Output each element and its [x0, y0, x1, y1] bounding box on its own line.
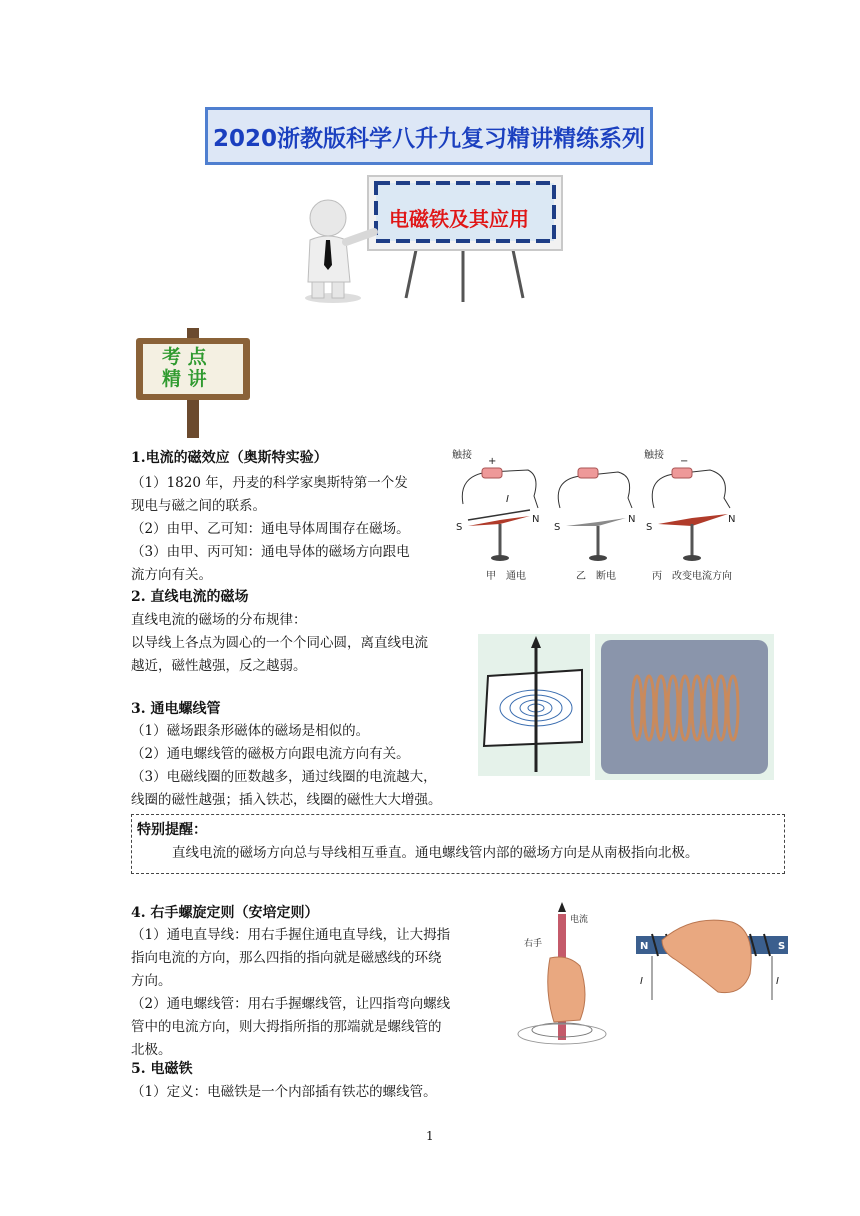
text-line: （2）通电螺线管：用右手握螺线管，让四指弯向螺线 — [131, 996, 451, 1012]
right-hand-solenoid-figure — [632, 900, 792, 1030]
right-hand-label: 右手 — [524, 939, 543, 949]
text-line: 方向。 — [131, 973, 172, 989]
section-4-heading: 4. 右手螺旋定则（安培定则） — [131, 905, 319, 921]
text-line: （1）1820 年，丹麦的科学家奥斯特第一个发 — [131, 475, 408, 491]
section-4-body — [131, 924, 450, 1062]
text-line: 越近，磁性越强，反之越弱。 — [131, 658, 307, 674]
section-3-body — [131, 720, 442, 812]
right-hand-icon — [662, 920, 751, 992]
person-leg — [312, 282, 324, 298]
series-title: 2020浙教版科学八升九复习精讲精练系列 — [212, 125, 645, 152]
s-label: S — [554, 522, 561, 533]
text-line: （1）定义：电磁铁是一个内部插有铁芯的螺线管。 — [131, 1084, 437, 1100]
section-5-heading: 5. 电磁铁 — [131, 1061, 193, 1077]
person-head — [310, 200, 346, 236]
sign-line: 考 点 — [162, 346, 207, 368]
tip-text: 直线电流的磁场方向总与导线相互垂直。通电螺线管内部的磁场方向是从南极指向北极。 — [172, 845, 699, 861]
oersted-experiment-figure — [448, 446, 740, 586]
section-2-heading: 2. 直线电流的磁场 — [131, 589, 249, 605]
caption: 丙 改变电流方向 — [652, 571, 732, 582]
tip-label: 特别提醒： — [137, 822, 207, 838]
text-line: 直线电流的磁场的分布规律： — [131, 612, 307, 628]
stand-base — [683, 555, 701, 561]
board-leg — [406, 250, 416, 298]
caption: 甲 通电 — [486, 571, 526, 582]
section-3-heading: 3. 通电螺线管 — [131, 701, 221, 717]
section-1-heading: 1.电流的磁效应（奥斯特实验） — [131, 450, 328, 466]
field-plane — [484, 670, 582, 746]
text-line: 管中的电流方向，则大拇指所指的那端就是螺线管的 — [131, 1019, 442, 1035]
n-pole-label: N — [640, 941, 649, 952]
section-1-body — [131, 472, 410, 587]
iron-filings-field — [601, 640, 768, 774]
solenoid-filings-figure — [595, 634, 774, 780]
stand-base — [589, 555, 607, 561]
n-label: N — [628, 514, 636, 525]
text-line: 指向电流的方向，那么四指的指向就是磁感线的环绕 — [131, 950, 442, 966]
battery — [482, 468, 502, 478]
text-line: （2）通电螺线管的磁极方向跟电流方向有关。 — [131, 746, 410, 762]
n-label: N — [728, 514, 736, 525]
right-hand-icon — [548, 957, 585, 1022]
touch-label: 触接 — [452, 450, 472, 461]
series-title-box — [205, 107, 653, 165]
text-line: 北极。 — [131, 1042, 172, 1058]
section-5-body — [131, 1081, 437, 1104]
compass-needle — [566, 518, 626, 526]
straight-wire-field-figure — [478, 634, 590, 776]
current-arrow-icon — [558, 902, 566, 912]
text-line: （1）通电直导线：用右手握住通电直导线，让大拇指 — [131, 927, 451, 943]
s-label: S — [456, 522, 463, 533]
text-line: （2）由甲、乙可知：通电导体周围存在磁场。 — [131, 521, 410, 537]
board-title: 电磁铁及其应用 — [389, 207, 529, 231]
current-label: I — [640, 976, 643, 987]
s-pole-label: S — [778, 941, 786, 952]
minus-sign: − — [680, 456, 689, 467]
battery — [672, 468, 692, 478]
stand-base — [491, 555, 509, 561]
n-label: N — [532, 514, 540, 525]
text-line: （3）由甲、丙可知：通电导体的磁场方向跟电 — [131, 544, 410, 560]
person-leg — [332, 282, 344, 298]
text-line: 现电与磁之间的联系。 — [131, 498, 266, 514]
current-label: I — [506, 494, 509, 505]
text-line: 以导线上各点为圆心的一个个同心圆，离直线电流 — [131, 635, 428, 651]
current-label: I — [776, 976, 779, 987]
battery — [578, 468, 598, 478]
wire-segment — [468, 510, 530, 520]
right-hand-wire-figure — [510, 900, 610, 1050]
current-label: 电流 — [570, 915, 589, 925]
text-line: （3）电磁线圈的匝数越多，通过线圈的电流越大， — [131, 769, 437, 785]
text-line: （1）磁场跟条形磁体的磁场是相似的。 — [131, 723, 370, 739]
section-2-body — [131, 609, 428, 678]
sign-text — [162, 346, 207, 390]
sign-line: 精 讲 — [162, 368, 207, 390]
text-line: 流方向有关。 — [131, 567, 212, 583]
plus-sign: + — [488, 456, 497, 467]
presenter-illustration — [298, 170, 568, 310]
page-number: 1 — [426, 1129, 434, 1143]
touch-label: 触接 — [644, 450, 664, 461]
board-leg — [513, 250, 523, 298]
s-label: S — [646, 522, 653, 533]
caption: 乙 断电 — [576, 571, 616, 582]
text-line: 线圈的磁性越强；插入铁芯，线圈的磁性大大增强。 — [131, 792, 442, 808]
